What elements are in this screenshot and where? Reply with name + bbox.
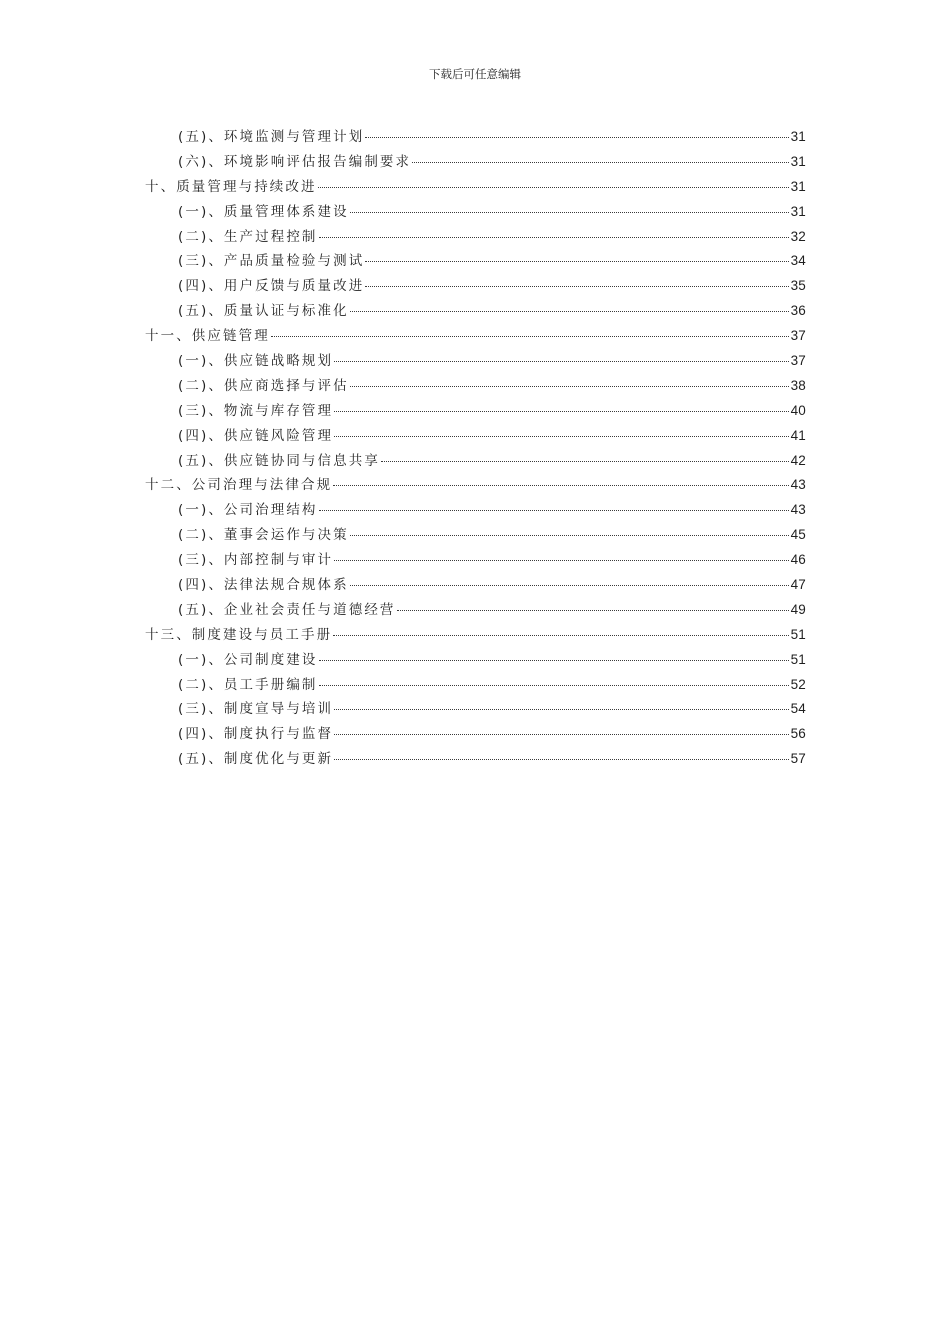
toc-entry-title: (五)、质量认证与标准化	[178, 303, 349, 320]
toc-section-entry[interactable]	[145, 498, 806, 523]
toc-page-number: 43	[790, 502, 806, 518]
toc-dot-leader	[333, 635, 788, 636]
toc-dot-leader	[334, 734, 788, 735]
toc-dot-leader	[412, 162, 788, 163]
toc-page-number: 47	[790, 577, 806, 593]
toc-page-number: 40	[790, 402, 806, 418]
toc-entry-title: (三)、物流与库存管理	[178, 402, 334, 419]
toc-page-number: 34	[790, 253, 806, 269]
toc-page-number: 41	[790, 427, 806, 443]
toc-entry-title: (三)、制度宣导与培训	[178, 701, 334, 718]
toc-entry-title: 十二、公司治理与法律合规	[145, 477, 333, 494]
toc-dot-leader	[318, 187, 789, 188]
toc-dot-leader	[350, 212, 789, 213]
toc-dot-leader	[350, 386, 789, 387]
toc-page-number: 35	[790, 278, 806, 294]
toc-entry-title: (五)、环境监测与管理计划	[178, 129, 365, 145]
toc-page-number: 31	[790, 129, 806, 144]
toc-entry-title: 十一、供应链管理	[145, 328, 270, 345]
toc-entry-title: (二)、员工手册编制	[178, 676, 318, 693]
toc-entry-title: 十、质量管理与持续改进	[145, 178, 317, 195]
toc-section-entry[interactable]	[145, 722, 806, 747]
toc-page-number: 43	[790, 477, 806, 493]
toc-section-entry[interactable]	[145, 573, 806, 598]
toc-page-number: 51	[790, 626, 806, 642]
toc-dot-leader	[271, 336, 789, 337]
toc-entry-title: (一)、供应链战略规划	[178, 353, 334, 370]
toc-dot-leader	[365, 137, 788, 138]
toc-chapter-entry[interactable]	[145, 175, 806, 200]
toc-section-entry[interactable]	[145, 548, 806, 573]
toc-entry-title: (一)、公司制度建设	[178, 651, 318, 668]
toc-entry-title: (一)、公司治理结构	[178, 502, 318, 519]
toc-page-number: 31	[790, 203, 806, 219]
toc-entry-title: (五)、企业社会责任与道德经营	[178, 601, 396, 618]
toc-entry-title: (五)、供应链协同与信息共享	[178, 452, 380, 469]
toc-entry-title: (四)、制度执行与监督	[178, 726, 334, 743]
toc-page-number: 37	[790, 328, 806, 344]
toc-entry-title: (二)、生产过程控制	[178, 228, 318, 245]
toc-page-number: 51	[790, 651, 806, 667]
toc-dot-leader	[319, 237, 789, 238]
table-of-contents	[145, 125, 806, 772]
toc-section-entry[interactable]	[145, 424, 806, 449]
toc-chapter-entry[interactable]	[145, 623, 806, 648]
toc-section-entry[interactable]	[145, 523, 806, 548]
toc-entry-title: (二)、供应商选择与评估	[178, 377, 349, 394]
toc-page-number: 56	[790, 726, 806, 742]
toc-section-entry[interactable]	[145, 349, 806, 374]
toc-page-number: 31	[790, 178, 806, 194]
toc-page-number: 32	[790, 228, 806, 244]
toc-section-entry[interactable]	[145, 598, 806, 623]
toc-page-number: 45	[790, 527, 806, 543]
toc-entry-title: (一)、质量管理体系建设	[178, 203, 349, 220]
toc-section-entry[interactable]	[145, 274, 806, 299]
toc-page-number: 42	[790, 452, 806, 468]
toc-dot-leader	[397, 610, 789, 611]
toc-dot-leader	[334, 709, 788, 710]
toc-entry-title: (四)、用户反馈与质量改进	[178, 278, 365, 295]
toc-section-entry[interactable]	[145, 150, 806, 175]
toc-page-number: 57	[790, 751, 806, 767]
toc-section-entry[interactable]	[145, 673, 806, 698]
toc-dot-leader	[350, 311, 789, 312]
toc-entry-title: (四)、法律法规合规体系	[178, 577, 349, 594]
toc-section-entry[interactable]	[145, 449, 806, 474]
toc-dot-leader	[334, 411, 788, 412]
toc-page-number: 46	[790, 552, 806, 568]
toc-section-entry[interactable]	[145, 374, 806, 399]
toc-page-number: 37	[790, 353, 806, 369]
toc-page-number: 36	[790, 303, 806, 319]
toc-entry-title: 十三、制度建设与员工手册	[145, 626, 333, 643]
toc-entry-title: (六)、环境影响评估报告编制要求	[178, 153, 412, 170]
toc-dot-leader	[334, 759, 788, 760]
page-header-note: 下载后可任意编辑	[429, 67, 521, 81]
toc-section-entry[interactable]	[145, 697, 806, 722]
toc-dot-leader	[350, 535, 789, 536]
toc-dot-leader	[381, 461, 789, 462]
toc-dot-leader	[319, 510, 789, 511]
toc-entry-title: (二)、董事会运作与决策	[178, 527, 349, 544]
toc-dot-leader	[333, 485, 788, 486]
toc-entry-title: (三)、内部控制与审计	[178, 552, 334, 569]
toc-dot-leader	[334, 560, 788, 561]
toc-section-entry[interactable]	[145, 249, 806, 274]
toc-section-entry[interactable]	[145, 299, 806, 324]
toc-section-entry[interactable]	[145, 648, 806, 673]
toc-entry-title: (五)、制度优化与更新	[178, 751, 334, 768]
toc-dot-leader	[334, 436, 788, 437]
toc-entry-title: (四)、供应链风险管理	[178, 427, 334, 444]
toc-dot-leader	[319, 685, 789, 686]
toc-dot-leader	[319, 660, 789, 661]
toc-page-number: 54	[790, 701, 806, 717]
toc-section-entry[interactable]	[145, 125, 806, 150]
toc-entry-title: (三)、产品质量检验与测试	[178, 253, 365, 270]
toc-dot-leader	[350, 585, 789, 586]
toc-chapter-entry[interactable]	[145, 324, 806, 349]
toc-section-entry[interactable]	[145, 399, 806, 424]
toc-page-number: 49	[790, 601, 806, 617]
toc-page-number: 31	[790, 153, 806, 169]
toc-section-entry[interactable]	[145, 747, 806, 772]
toc-dot-leader	[365, 261, 788, 262]
toc-section-entry[interactable]	[145, 200, 806, 225]
toc-page-number: 38	[790, 377, 806, 393]
toc-dot-leader	[334, 361, 788, 362]
toc-section-entry[interactable]	[145, 225, 806, 250]
toc-dot-leader	[365, 286, 788, 287]
toc-chapter-entry[interactable]	[145, 473, 806, 498]
toc-page-number: 52	[790, 676, 806, 692]
